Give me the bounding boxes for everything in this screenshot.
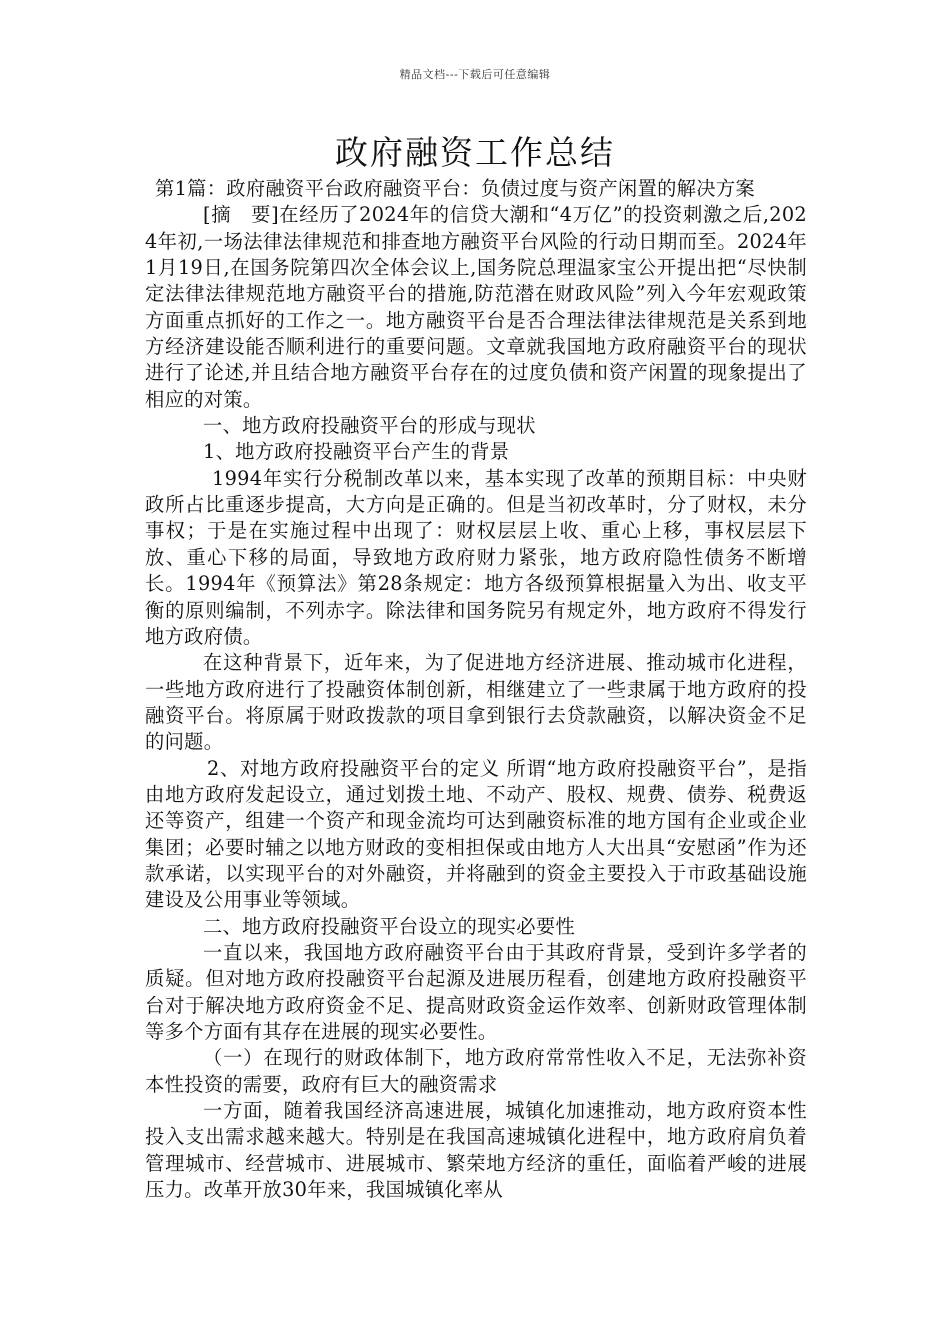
document-title: 政府融资工作总结 xyxy=(335,133,615,172)
paragraph: 在这种背景下，近年来，为了促进地方经济进展、推动城市化进程，一些地方政府进行了投融资体制创新，相继建立了一些隶属于地方政府的投融资平台。将原属于财政拨款的项目拿到银行去贷款融资，以解决资金不足的问题。 xyxy=(145,651,807,754)
header-note: 精品文档---下载后可任意编辑 xyxy=(399,68,551,81)
paragraph: 2、对地方政府投融资平台的定义 所谓“地方政府投融资平台”，是指由地方政府发起设立，通过划拨土地、不动产、股权、规费、债券、税费返还等资产，组建一个资产和现金流均可达到融资标准的地方国有企业或企业集团；必要时辅之以地方财政的变相担保或由地方人大出具“安慰函”作为还款承诺，以实现平台的对外融资，并将融到的资金主要投入于市政基础设施建设及公用事业等领域。 xyxy=(145,756,807,912)
paragraph: 第1篇：政府融资平台政府融资平台：负债过度与资产闲置的解决方案 xyxy=(155,177,756,200)
paragraph: 一、地方政府投融资平台的形成与现状 xyxy=(203,414,536,438)
paragraph: 一方面，随着我国经济高速进展，城镇化加速推动，地方政府资本性投入支出需求越来越大。特别是在我国高速城镇化进程中，地方政府肩负着管理城市、经营城市、进展城市、繁荣地方经济的重任，面临着严峻的进展压力。改革开放30年来，我国城镇化率从 xyxy=(145,1099,807,1202)
document-body xyxy=(145,176,807,1203)
paragraph: （一）在现行的财政体制下，地方政府常常性收入不足，无法弥补资本性投资的需要，政府有巨大的融资需求 xyxy=(145,1046,807,1096)
paragraph: 一直以来，我国地方政府融资平台由于其政府背景，受到许多学者的质疑。但对地方政府投融资平台起源及进展历程看，创建地方政府投融资平台对于解决地方政府资金不足、提高财政资金运作效率、创新财政管理体制等多个方面有其存在进展的现实必要性。 xyxy=(145,940,807,1043)
paragraph: 二、地方政府投融资平台设立的现实必要性 xyxy=(203,914,576,938)
paragraph: 1、地方政府投融资平台产生的背景 xyxy=(203,440,510,464)
paragraph: 1994年实行分税制改革以来，基本实现了改革的预期目标：中央财政所占比重逐步提高，大方向是正确的。但是当初改革时，分了财权，未分事权；于是在实施过程中出现了：财权层层上收、重心上移，事权层层下放、重心下移的局面，导致地方政府财力紧张，地方政府隐性债务不断增长。1994年《预算法》第28条规定：地方各级预算根据量入为出、收支平衡的原则编制，不列赤字。除法律和国务院另有规定外，地方政府不得发行地方政府债。 xyxy=(145,466,807,648)
paragraph: [摘 要]在经历了2024年的信贷大潮和“4万亿”的投资刺激之后,2024年初,一场法律法律规范和排查地方融资平台风险的行动日期而至。2024年1月19日,在国务院第四次全体会议上,国务院总理温家宝公开提出把“尽快制定法律法律规范地方融资平台的措施,防范潜在财政风险”列入今年宏观政策方面重点抓好的工作之一。地方融资平台是否合理法律法律规范是关系到地方经济建设能否顺利进行的重要问题。文章就我国地方政府融资平台的现状进行了论述,并且结合地方融资平台存在的过度负债和资产闲置的现象提出了相应的对策。 xyxy=(145,203,807,411)
